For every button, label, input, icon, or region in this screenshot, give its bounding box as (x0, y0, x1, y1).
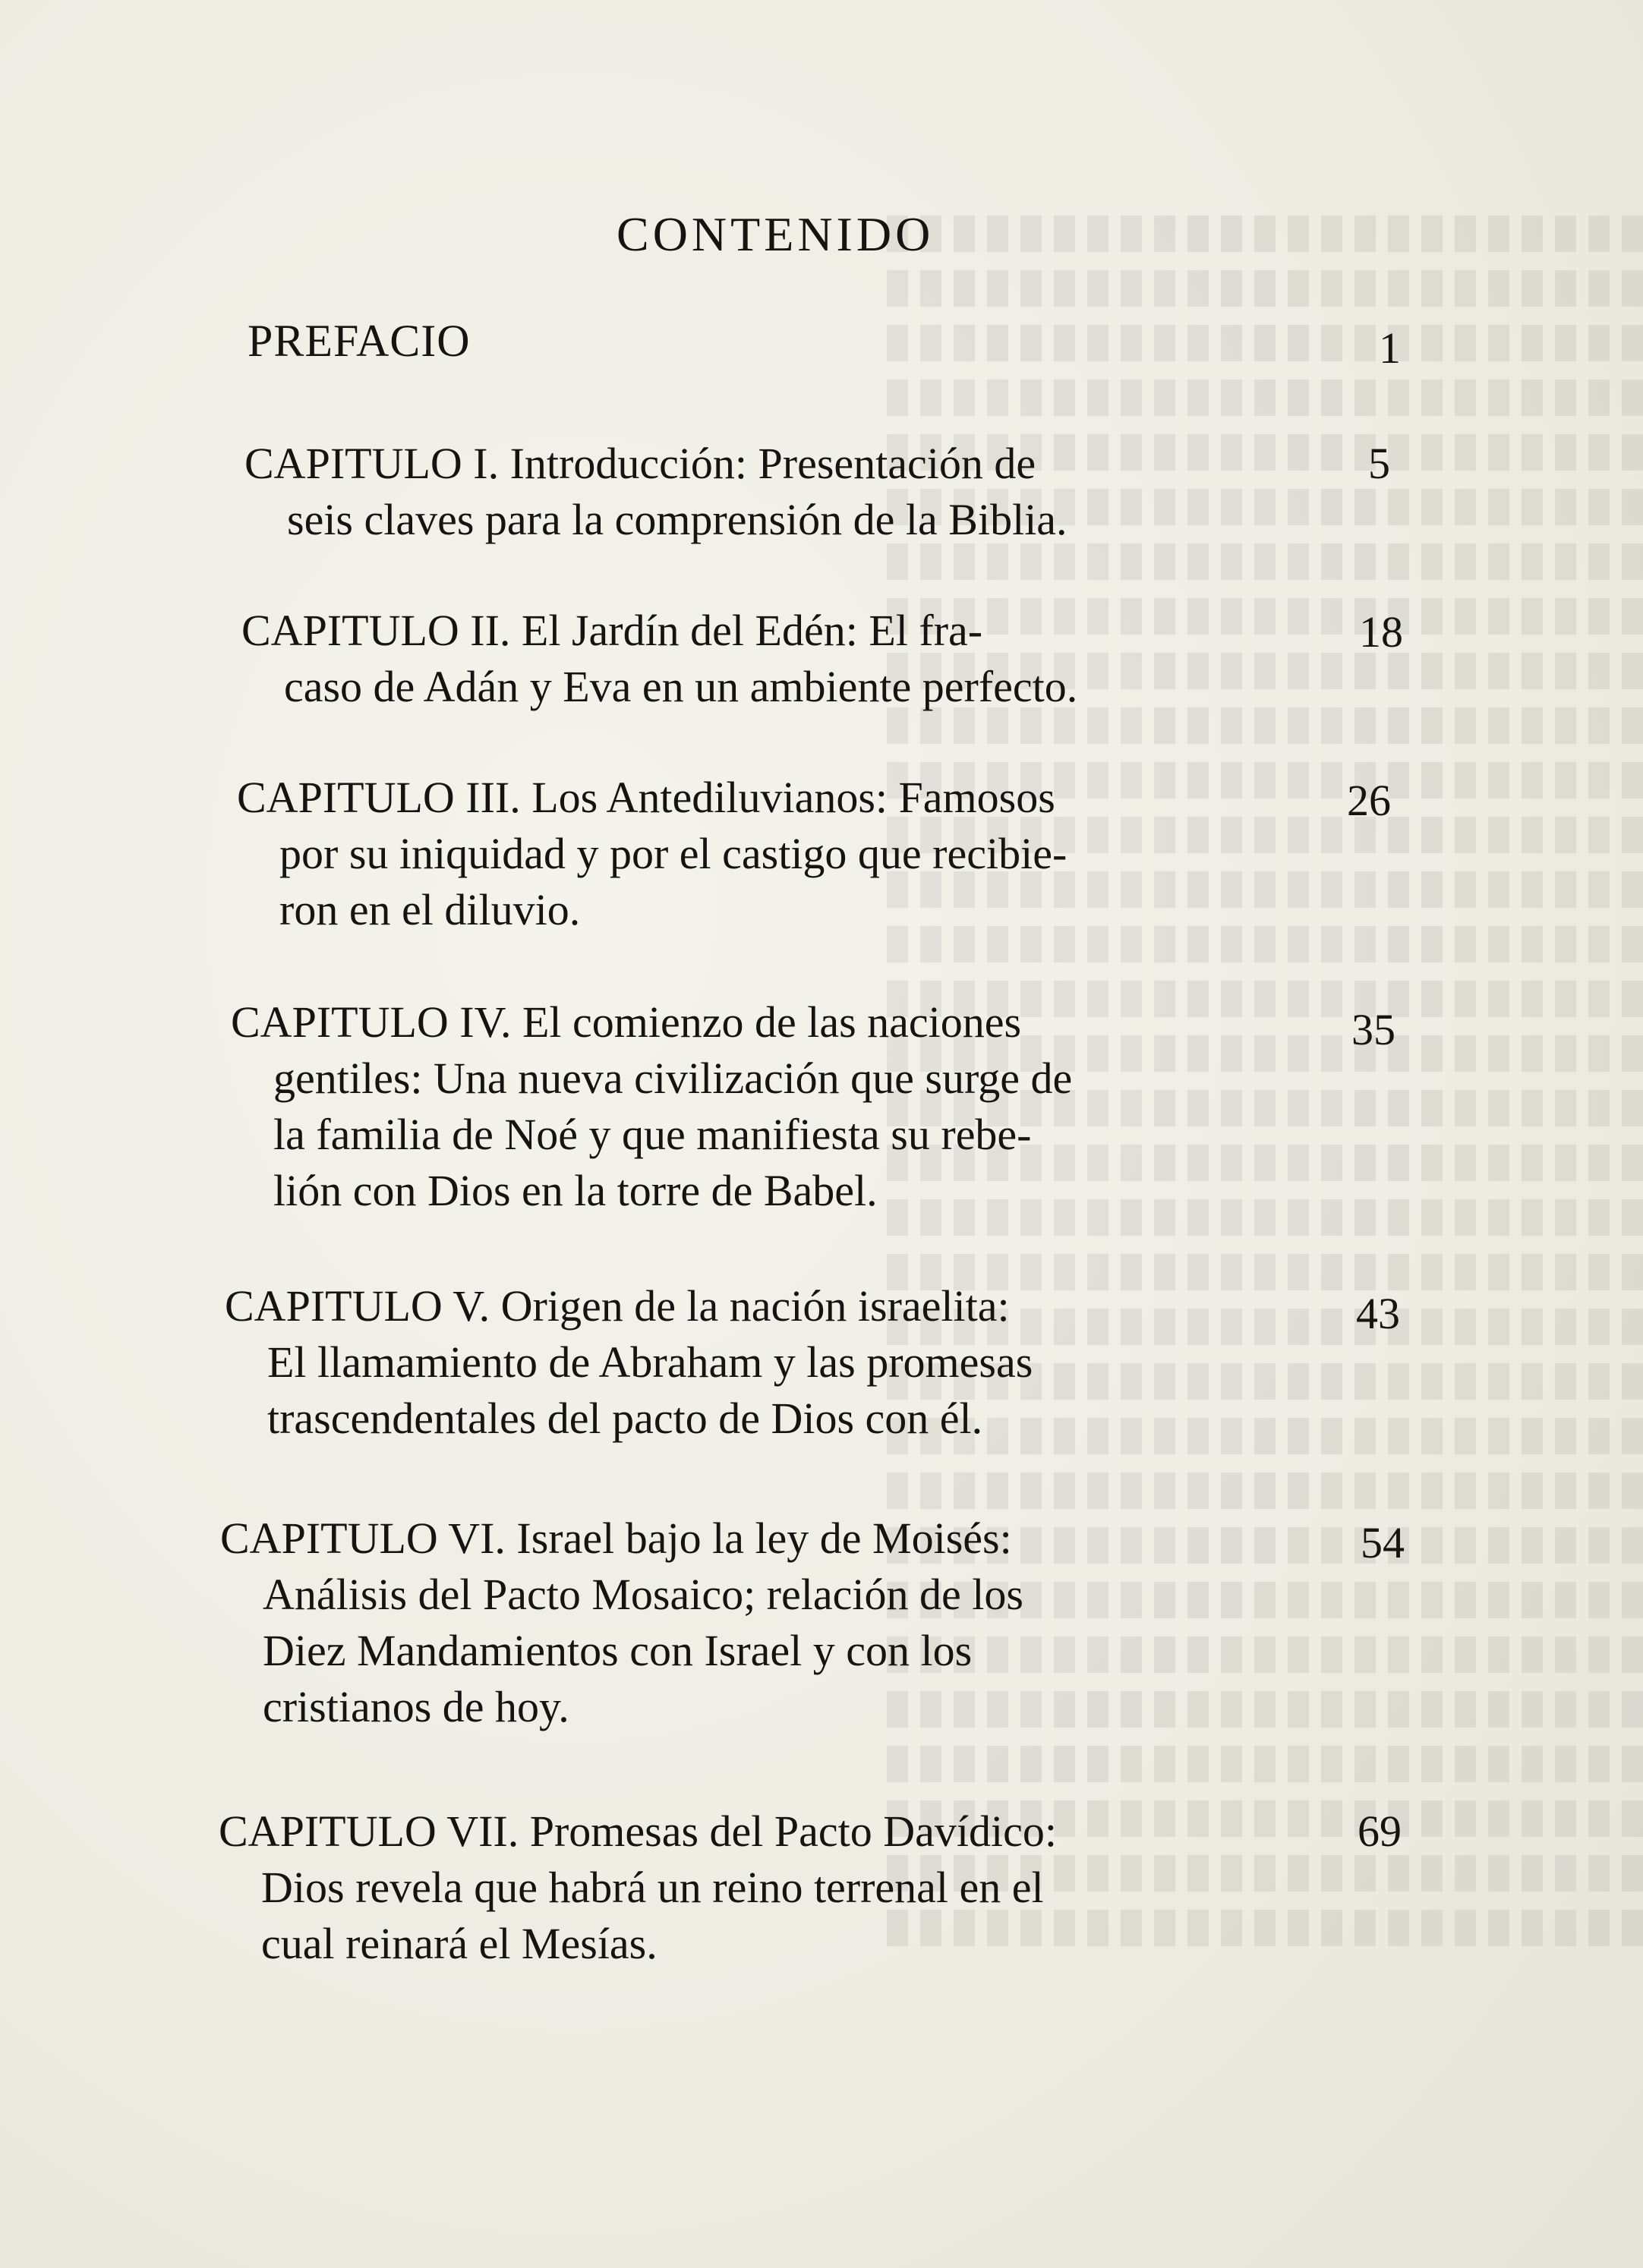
toc-page-number: 69 (1358, 1807, 1402, 1856)
toc-entry-capitulo-4 (231, 994, 1072, 1219)
toc-entry-capitulo-6 (220, 1510, 1023, 1735)
toc-entry-line: cristianos de hoy. (263, 1682, 569, 1731)
toc-entry-line: caso de Adán y Eva en un ambiente perfecto. (284, 662, 1078, 711)
toc-entry-prefacio (248, 313, 471, 369)
toc-entry-title: CAPITULO IV. El comienzo de las naciones (231, 997, 1022, 1047)
toc-entry-line: Diez Mandamientos con Israel y con los (263, 1626, 973, 1675)
toc-entry-title: CAPITULO II. El Jardín del Edén: El fra- (241, 606, 983, 655)
toc-entry-line: la familia de Noé y que manifiesta su rebe- (273, 1110, 1032, 1159)
toc-entry-line: trascendentales del pacto de Dios con él. (267, 1394, 983, 1443)
toc-entry-capitulo-7 (219, 1803, 1057, 1972)
toc-entry-line: cual reinará el Mesías. (261, 1919, 658, 1968)
toc-entry-capitulo-1 (244, 436, 1067, 548)
toc-entry-capitulo-3 (237, 770, 1067, 938)
toc-page-number: 1 (1379, 323, 1401, 373)
toc-entry-line: seis claves para la comprensión de la Biblia. (287, 495, 1067, 544)
toc-entry-title: CAPITULO III. Los Antediluvianos: Famosos (237, 773, 1055, 822)
toc-entry-line: ron en el diluvio. (279, 885, 581, 934)
toc-entry-line: gentiles: Una nueva civilización que surge de (273, 1054, 1073, 1103)
toc-entry-title: CAPITULO VII. Promesas del Pacto Davídico: (219, 1807, 1057, 1856)
toc-entry-line: El llamamiento de Abraham y las promesas (267, 1337, 1033, 1387)
toc-page-number: 26 (1347, 776, 1391, 825)
toc-page-number: 18 (1359, 607, 1403, 657)
toc-entry-title: CAPITULO I. Introducción: Presentación de (244, 439, 1036, 488)
toc-entry-line: lión con Dios en la torre de Babel. (273, 1166, 878, 1215)
toc-entry-capitulo-2 (241, 603, 1077, 715)
toc-entry-title: CAPITULO VI. Israel bajo la ley de Moisés: (220, 1514, 1012, 1563)
toc-entry-line: Dios revela que habrá un reino terrenal en el (261, 1863, 1044, 1912)
toc-entry-capitulo-5 (225, 1278, 1033, 1447)
toc-page-number: 43 (1356, 1289, 1400, 1338)
toc-page-number: 54 (1361, 1518, 1405, 1567)
toc-entry-title: PREFACIO (248, 316, 471, 366)
page-title: CONTENIDO (617, 207, 935, 261)
toc-entry-title: CAPITULO V. Origen de la nación israelita: (225, 1281, 1010, 1331)
toc-entry-line: por su iniquidad y por el castigo que recibie- (279, 829, 1067, 878)
toc-page-number: 5 (1368, 439, 1390, 488)
toc-page-number: 35 (1351, 1005, 1395, 1054)
toc-entry-line: Análisis del Pacto Mosaico; relación de los (263, 1570, 1023, 1619)
